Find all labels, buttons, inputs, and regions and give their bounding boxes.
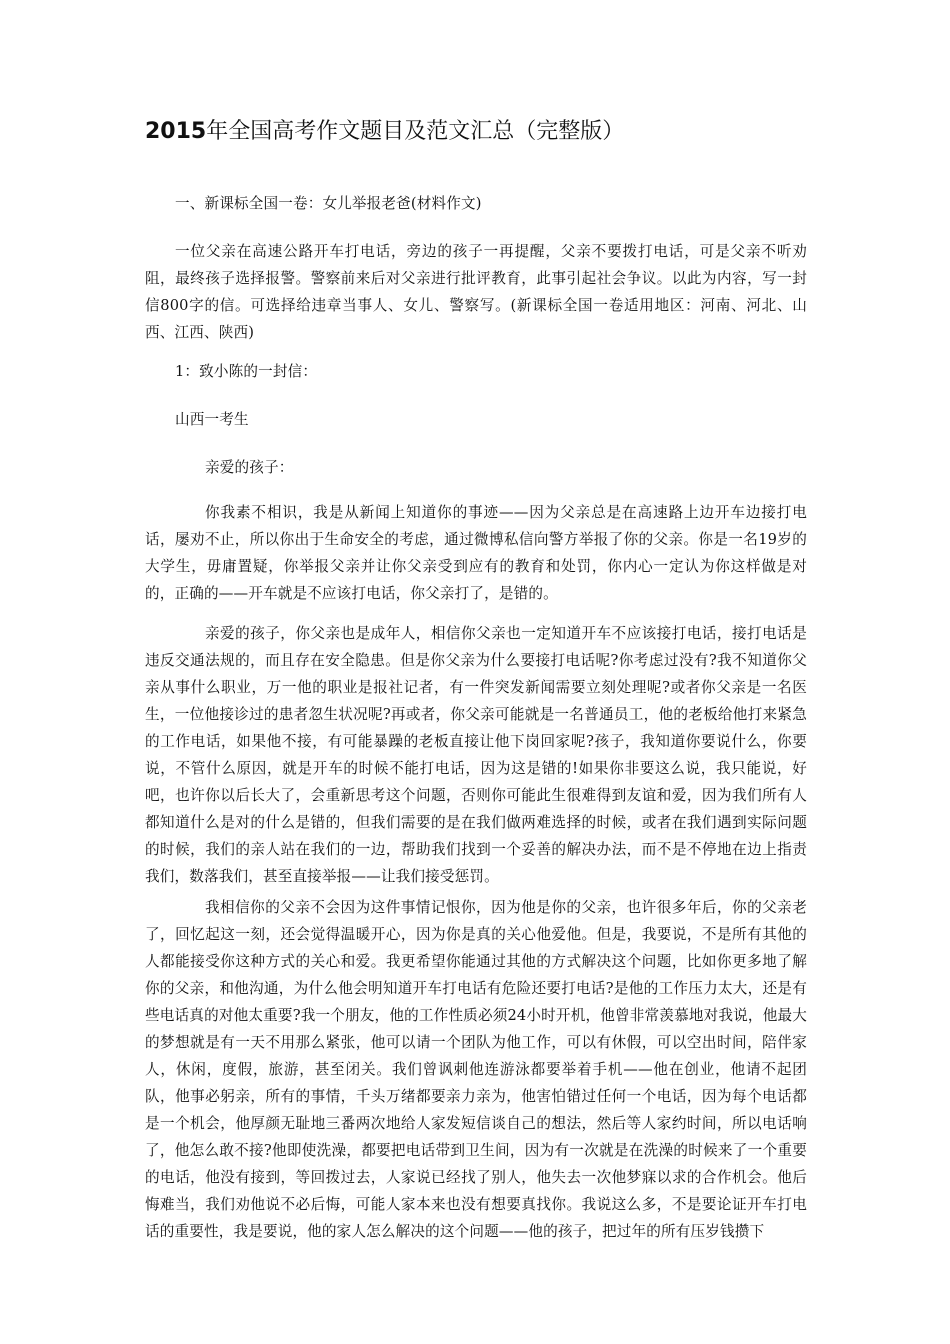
body-paragraph-1: 你我素不相识，我是从新闻上知道你的事迹——因为父亲总是在高速路上边开车边接打电话，屡劝不止，所以你出于生命安全的考虑，通过微博私信向警方举报了你的父亲。你是一名19岁的大学生，毋庸置疑，你举报父亲并让你父亲受到应有的教育和处罚，你内心一定认为你这样做是对的，正确的——开车就是不应该打电话，你父亲打了，是错的。 — [145, 504, 807, 602]
title-text: 年全国高考作文题目及范文汇总（完整版） — [206, 119, 625, 144]
body-paragraph-3: 我相信你的父亲不会因为这件事情记恨你，因为他是你的父亲，也许很多年后，你的父亲老了，回忆起这一刻，还会觉得温暖开心，因为你是真的关心他爱他。但是，我要说，不是所有其他的人都能接受你这种方式的关心和爱。我更希望你能通过其他的方式解决这个问题，比如你更多地了解你的父亲，和他沟通，为什么他会明知道开车打电话有危险还要打电话?是他的工作压力太大，还是有些电话真的对他太重要?我一个朋友，他的工作性质必须24小时开机，他曾非常羡慕地对我说，他最大的梦想就是有一天不用那么紧张，他可以请一个团队为他工作，可以有休假，可以空出时间，陪伴家人，休闲，度假，旅游，甚至闭关。我们曾讽刺他连游泳都要举着手机——他在创业，他请不起团队，他事必躬亲，所有的事情，千头万绪都要亲力亲为，他害怕错过任何一个电话，因为每个电话都是一个机会，他厚颜无耻地三番两次地给人家发短信谈自己的想法，然后等人家约时间，所以电话响了，他怎么敢不接?他即使洗澡，都要把电话带到卫生间，因为有一次就是在洗澡的时候来了一个重要的电话，他没有接到，等回拨过去，人家说已经找了别人，他失去一次他梦寐以求的合作机会。他后悔难当，我们劝他说不必后悔，可能人家本来也没有想要真找你。我说这么多，不是要论证开车打电话的重要性，我是要说，他的家人怎么解决的这个问题——他的孩子，把过年的所有压岁钱攒下 — [145, 899, 807, 1240]
section-heading: 一、新课标全国一卷：女儿举报老爸(材料作文) — [175, 195, 482, 212]
essay-author: 山西一考生 — [175, 411, 249, 428]
salutation: 亲爱的孩子： — [205, 459, 294, 476]
body-paragraph-2: 亲爱的孩子，你父亲也是成年人，相信你父亲也一定知道开车不应该接打电话，接打电话是违反交通法规的，而且存在安全隐患。但是你父亲为什么要接打电话呢?你考虑过没有?我不知道你父亲从事什么职业，万一他的职业是报社记者，有一件突发新闻需要立刻处理呢?或者你父亲是一名医生，一位他接诊过的患者忽生状况呢?再或者，你父亲可能就是一名普通员工，他的老板给他打来紧急的工作电话，如果他不接，有可能暴躁的老板直接让他下岗回家呢?孩子，我知道你要说什么，你要说，不管什么原因，就是开车的时候不能打电话，因为这是错的!如果你非要这么说，我只能说，好吧，也许你以后长大了，会重新思考这个问题，否则你可能此生很难得到友谊和爱，因为我们所有人都知道什么是对的什么是错的，但我们需要的是在我们做两难选择的时候，或者在我们遇到实际问题的时候，我们的亲人站在我们的一边，帮助我们找到一个妥善的解决办法，而不是不停地在边上指责我们，数落我们，甚至直接举报——让我们接受惩罚。 — [145, 625, 807, 885]
title-year: 2015 — [145, 119, 207, 144]
essay-title: 1：致小陈的一封信： — [175, 363, 318, 380]
essay-prompt: 一位父亲在高速公路开车打电话，旁边的孩子一再提醒，父亲不要拨打电话，可是父亲不听劝阻，最终孩子选择报警。警察前来后对父亲进行批评教育，此事引起社会争议。以此为内容，写一封信800字的信。可选择给违章当事人、女儿、警察写。(新课标全国一卷适用地区：河南、河北、山西、江西、陕西) — [145, 243, 807, 341]
document-title — [145, 118, 825, 146]
